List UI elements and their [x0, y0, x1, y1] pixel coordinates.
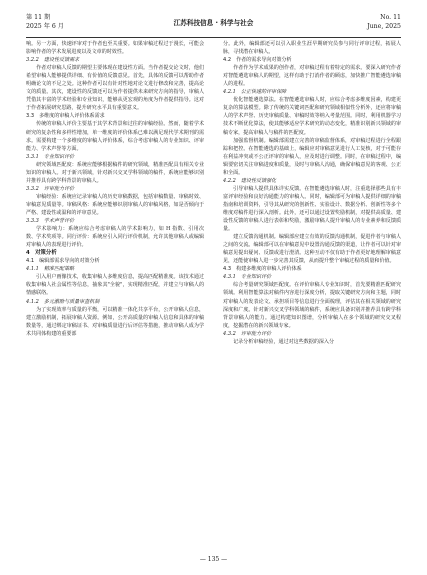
- subsection-heading: 4.2 作者的需求导向对策分析: [223, 57, 292, 64]
- issue-number-en: No. 11: [380, 14, 401, 21]
- body-paragraph: 优化智能遴选算法。在智能遴选审稿人时，应综合考虑多维度因素，构建更复杂的算法模型。除了传统的关键词匹配和研究领域相似性分析外，还应将审稿人的学术声誉、历史审稿质量、审稿时效等纳入考量范围。同时，利用机器学习技术不断优化算法，使其能够适应学术研究的动态变化，精准识别新兴领域的审稿专家，提高审稿人与稿件的匹配度。: [223, 97, 401, 136]
- issue-number-cn: 第 11 期: [26, 14, 51, 21]
- right-column: [223, 40, 401, 346]
- section-heading: 4 对策分析: [26, 250, 57, 257]
- subsubsection-heading: 4.2.1 公正快速的评审保障: [223, 89, 287, 96]
- body-paragraph: 为了实现效率与质量的平衡，可以精准一体化共享平台，公开审稿人信息，建立激励机制，拓展审稿人资源。例如，公开高质量的审稿人信息和具体的审稿数量等，通过绑定审稿证书、对审稿质量进行后评估等措施，推动审稿人成为学术共同体构建的重要部: [26, 306, 204, 337]
- body-paragraph: 学术影响力：系统应综合考虑审稿人的学术影响力，如 H 指数、引用次数、学术奖项等。同行评价：系统应引入同行评价机制，允许其他审稿人或编辑对审稿人的表现进行评价。: [26, 226, 204, 249]
- body-paragraph: 审稿经验：系统应记录审稿人的历史审稿数据，包括审稿数量、审稿时效、审稿意见质量等。审稿风格：系统应能够识别审稿人的审稿风格，如是否倾向于严格、建设性或温和的评审意见。: [26, 193, 204, 216]
- header-right: [367, 13, 401, 31]
- body-paragraph: 传统的审稿人评价主要基于其学术背景和过往的审稿经验。然而，随着学术研究的复杂性和多样性增加，单一维度的评价体系已难以满足现代学术期刊的需求。需要构建一个多维度的审稿人评价体系，综合考虑审稿人的专业知识、评审能力、学术声誉等方面。: [26, 121, 204, 152]
- body-paragraph: 引导审稿人提供具体详实反馈。在智能遴选审稿人时，注重选择那些具有丰富评审经验和良好沟通能力的审稿人。同时，编辑部可为审稿人提供详细的审稿指南和培训资料，引导其从研究的创新性、实验设计、数据分析、创新性等多个维度对稿件进行深入剖析。此外，还可以通过设置奖励机制，对提供高质量、建设性反馈的审稿人进行表彰和奖励，激励审稿人提升审稿人的专业素养和反馈质量。: [223, 185, 401, 233]
- left-column: [26, 40, 204, 338]
- body-paragraph: 响。另一方面，快速评审对于作者也至关重要。如果审稿过程过于漫长，可能会影响作者的学术发展进度以及文章的时效性。: [26, 41, 204, 56]
- subsubsection-heading: 4.1.2 多元激励与质量审查机制: [26, 298, 100, 305]
- issue-date-cn: 2025 年 6 月: [26, 23, 64, 30]
- subsubsection-heading: 4.3.2 评审能力评价: [223, 330, 272, 337]
- subsection-heading: 3.3 多维度的审稿人评价体系需求: [26, 113, 105, 120]
- body-paragraph: 建立反馈沟通机制。编辑部应建立有效的反馈沟通机制，促进作者与审稿人之间的交流。编辑部可以在审稿意见中设置沟通反馈的渠道，让作者可以针对审稿意见提出疑问、反馈或进行澄清。这种互动不仅有助于作者更好地理解审稿意见，还能使审稿人进一步完善其反馈，从而提升整个审稿过程的质量和价值。: [223, 234, 401, 265]
- body-paragraph: 作者对审稿人反馈的期望主要体现在建设性方面。当作者提交论文时，他们希望审稿人能够提供详细、有价值的反馈意见。首先，具体的反馈可以帮助作者明确论文的不足之处。这种作者可以有针对性地对论文进行修改和完善，提高论文的质量。其次，建设性的反馈还可以为作者提供未来研究方向的指导，审稿人凭借其丰富的学术经验和专业知识，能够从更宏观的角度为作者提供指导。这对于作者拓展研究思路，提升研究水平具有重要意义。: [26, 65, 204, 112]
- subsubsection-heading: 3.2.2 建设性反馈需求: [26, 57, 80, 64]
- body-paragraph: 记录分析审稿经验，通过对这些数据的深入分: [233, 338, 335, 345]
- body-paragraph: 作者作为学术成果的创作者，对审稿过程有着特定的需求。要深入研究作者对智能遴选审稿人的期望，这样有助于打消作者的顾虑，加快推广智能遴选审稿人的进程。: [223, 65, 401, 88]
- body-paragraph: 分。此外，编辑部还可以引入职业生涯早期研究员参与同行评审过程，拓展人脉，寻找潜在审稿人。: [223, 41, 401, 56]
- subsection-heading: 4.3 构建多维度的审稿人评价体系: [223, 266, 302, 273]
- subsubsection-heading: 4.1.1 精准匹配策略: [26, 266, 75, 273]
- page-number: — 135 —: [199, 556, 228, 563]
- body-paragraph: 研究领域匹配度：系统应能够根据稿件的研究领域，精准匹配具有相关专业知识的审稿人。对于新兴领域，针对新兴交叉学科领域的稿件，系统应能够识别并推荐具有跨学科背景的审稿人。: [26, 161, 204, 184]
- body-paragraph: 加强监督机制。编辑部需建立完善的审稿监督体系，对审稿过程进行全程跟踪和把控。在智能遴选的基础上，编辑应对审稿意见进行人工复核，对于可能存在利益冲突或不公正评审的审稿人，应及时进行调整。同时，在审稿过程中，编辑要密切关注审稿进度和质量，及时与审稿人沟通，确保审稿意见的客观、公正和全面。: [223, 137, 401, 176]
- subsection-heading: 4.1 编辑部需求导向的对策分析: [26, 258, 100, 265]
- subsubsection-heading: 4.3.1 专业知识评价: [223, 274, 272, 281]
- body-paragraph: 引入用户画像技术，收集审稿人多维度信息，提高匹配精准度。该技术通过收集审稿人社会属性等信息，抽象其"全貌"，实现精准匹配，并建立与审稿人的情感联络。: [26, 274, 204, 297]
- subsubsection-heading: 3.3.3 学术声誉评价: [26, 218, 75, 225]
- journal-title: 江苏科技信息 · 科学与社会: [173, 19, 254, 27]
- running-header: [26, 13, 401, 35]
- header-rule: [26, 37, 401, 38]
- issue-date-en: June, 2025: [367, 23, 401, 30]
- subsubsection-heading: 3.3.1 专业知识评价: [26, 153, 75, 160]
- subsubsection-heading: 3.3.2 评审能力评价: [26, 185, 75, 192]
- body-paragraph: 综合考量研究领域匹配度。在评价审稿人专业知识时，首先要精准匹配研究领域。利用智能算法对稿件内容进行深度分析，提取关键研究方向和主题，同时对审稿人的发表论文、承担项目等信息进行全面梳理，评估其在相关领域的研究深度和广度。针对新兴交叉学科领域的稿件，系统应具备识别并推荐具有跨学科背景审稿人的能力。通过构建知识图谱，分析审稿人在多个领域的研究交叉程度，挖掘潜在的新兴领域专家。: [223, 282, 401, 329]
- subsubsection-heading: 4.2.2 建设性反馈强化: [223, 177, 277, 184]
